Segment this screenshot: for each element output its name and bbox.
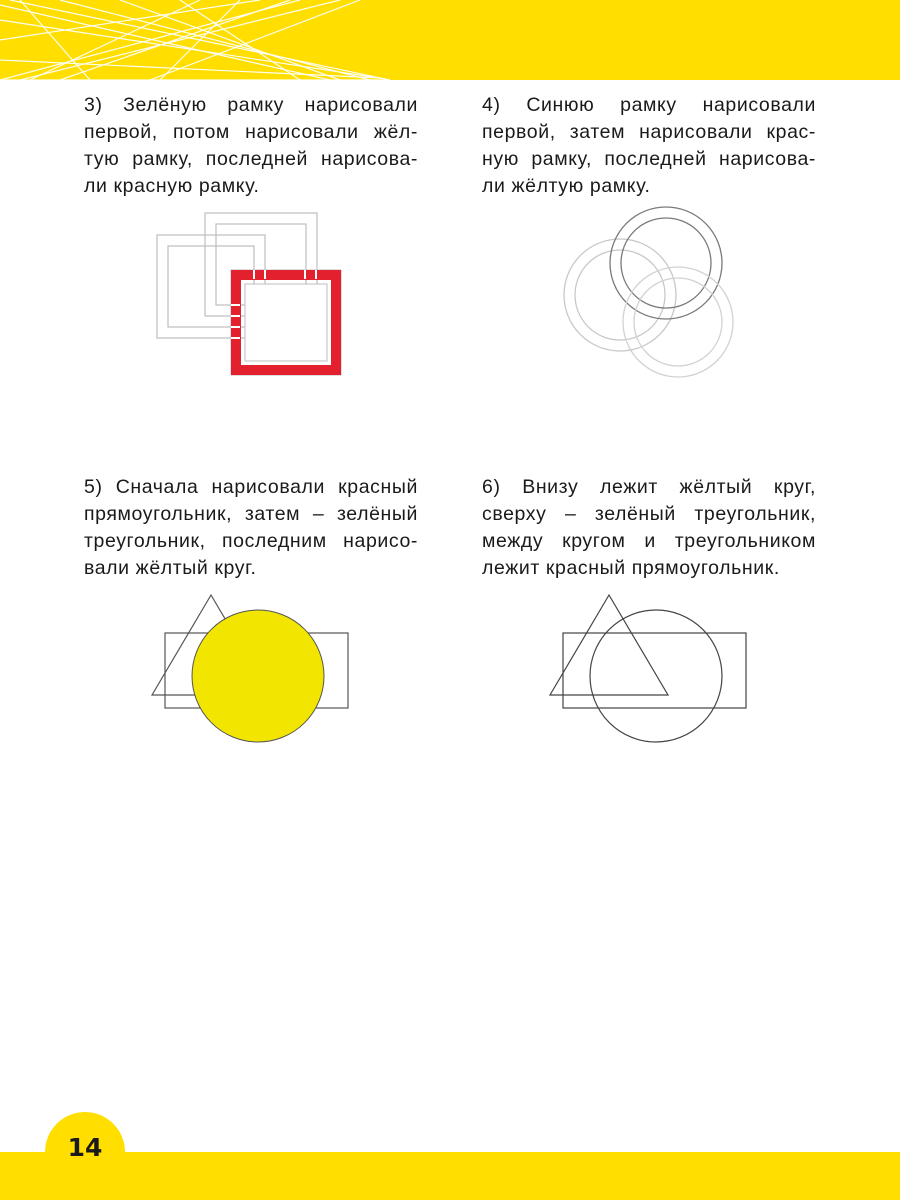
task-4-text: 4) Синюю рамку нарисовали первой, затем нарисовали крас-ную рамку, последней нарисова-ли жёлтую рамку. — [482, 94, 816, 197]
task-3-text: 3) Зелёную рамку нарисовали первой, потом нарисовали жёл-тую рамку, последней нарисова-ли красную рамку. — [84, 94, 418, 197]
page-number-badge — [45, 1112, 125, 1192]
task-3-red-frame — [231, 270, 341, 375]
task-6-circle — [590, 610, 722, 742]
task-6-figure-outline-shapes — [546, 590, 751, 750]
header-decoration — [0, 0, 900, 80]
task-5-figure-filled-shapes — [148, 590, 353, 745]
task-5-yellow-circle — [192, 610, 324, 742]
page-number: 14 — [67, 1132, 103, 1162]
task-4-figure-rings — [560, 205, 740, 380]
footer-band — [0, 1152, 900, 1200]
task-5-text: 5) Сначала нарисовали красный прямоугольник, затем – зелёный треугольник, последним нарисо-вали жёлтый круг. — [84, 476, 418, 579]
task-3-figure-square-frames — [155, 210, 350, 380]
task-6-text: 6) Внизу лежит жёлтый круг, сверху – зелёный треугольник, между кругом и треугольником лежит красный прямоугольник. — [482, 476, 816, 579]
